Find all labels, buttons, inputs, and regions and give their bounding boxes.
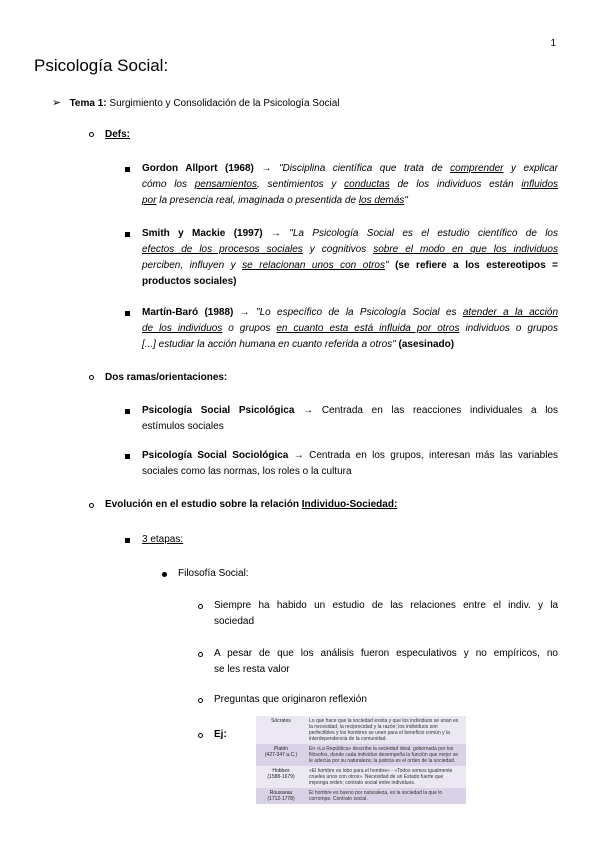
rama-psicologica [142, 403, 558, 435]
table-row [256, 744, 466, 766]
filled-bullet-icon [162, 572, 167, 577]
rama-name: Psicología Social Sociológica [142, 450, 289, 461]
def-text: " [404, 195, 408, 206]
def-text: cómo los [142, 179, 195, 190]
tema-text: Surgimiento y Consolidación de la Psicología Social [106, 98, 340, 109]
def-underline: pensamientos [194, 179, 257, 190]
def-underline: efectos de los procesos sociales [142, 244, 303, 255]
hollow-bullet-icon [198, 733, 203, 738]
square-bullet-icon [125, 167, 130, 172]
tema-label: Tema 1: [69, 98, 107, 109]
def-note: (asesinado) [398, 339, 455, 350]
def-underline: se relacionan unos con otros [242, 260, 385, 271]
philosophers-table [256, 716, 466, 804]
def-text: la presencia real, imaginada o presentida de [156, 195, 359, 206]
hollow-bullet-icon [89, 375, 94, 380]
defs-heading: Defs: [105, 129, 131, 140]
table-cell-text: Lo que hace que la sociedad exista y que los individuos se unan es la necesidad, la reciprocidad y la razón; los individuos son perfectibles y los hombres se unen para el beneficio común y la interdependencia de la comunidad. [306, 716, 466, 744]
hollow-bullet-icon [198, 652, 203, 657]
square-bullet-icon [125, 538, 130, 543]
def-note: productos sociales) [142, 276, 237, 287]
table-cell-name: Platón (427-347 a.C.) [256, 744, 306, 766]
def-text: de los individuos están [389, 179, 522, 190]
def-text: "Lo específico de la Psicología Social es [249, 307, 463, 318]
hollow-bullet-icon [198, 604, 203, 609]
def-text: [...] estudiar la acción humana en cuanto referida a otros" [142, 339, 399, 350]
point-text: A pesar de que los análisis fueron especulativos y no empíricos, no [214, 648, 558, 659]
table-row [256, 788, 466, 804]
ej-label: Ej: [214, 729, 227, 740]
def-text: o grupos [222, 323, 277, 334]
table-row [256, 766, 466, 788]
def-text: "Disciplina científica que trata de [271, 163, 451, 174]
table-cell-name: Rousseau (1712-1778) [256, 788, 306, 804]
def-underline: conductas [344, 179, 390, 190]
filosofia-label: Filosofía Social: [178, 568, 249, 579]
arrow-bullet-icon: ➢ [52, 97, 62, 109]
rama-arrow: → [288, 450, 310, 461]
rama-text: estímulos sociales [142, 421, 224, 432]
point-1 [214, 598, 558, 630]
evolucion-underline: Individuo-Sociedad: [301, 499, 398, 510]
def-underline: en cuanto esta está influida por otros [276, 323, 460, 334]
def-author: Smith y Mackie (1997) → [142, 228, 281, 239]
point-3: Preguntas que originaron reflexión [214, 694, 367, 705]
def-underline: los demás [358, 195, 405, 206]
definition-smith-mackie [142, 226, 558, 290]
def-text: perciben, influyen y [142, 260, 243, 271]
table-cell-name: Hobbes (1588-1679) [256, 766, 306, 788]
evolucion-heading [105, 497, 397, 513]
table-cell-text: El hombre es bueno por naturaleza, es la sociedad la que lo corrompe. Contrato social. [306, 788, 466, 804]
point-text: sociedad [214, 616, 255, 627]
def-author: Gordon Allport (1968) → [142, 163, 272, 174]
definition-allport [142, 161, 558, 209]
rama-sociologica [142, 448, 558, 480]
def-underline: influidos [521, 179, 559, 190]
def-underline: de los individuos [142, 323, 223, 334]
hollow-bullet-icon [89, 503, 94, 508]
def-underline: atender a la acción [462, 307, 559, 318]
def-underline: sobre el modo en que los individuos [373, 244, 558, 255]
square-bullet-icon [125, 454, 130, 459]
hollow-bullet-icon [198, 698, 203, 703]
table-cell-text: En «La República» describe la sociedad ideal, gobernada por los filósofos, donde cada individuo desempeña la función que mejor se le adecúa por su naturaleza; la justicia es el orden de la sociedad. [306, 744, 466, 766]
page-number: 1 [550, 38, 556, 49]
square-bullet-icon [125, 311, 130, 316]
ramas-heading: Dos ramas/orientaciones: [105, 372, 228, 383]
def-text: individuos o grupos [459, 323, 558, 334]
square-bullet-icon [125, 409, 130, 414]
rama-text: Centrada en las reacciones individuales a los [321, 405, 558, 416]
def-text: "La Psicología Social es el estudio científico de los [280, 228, 558, 239]
square-bullet-icon [125, 232, 130, 237]
rama-text: Centrada en los grupos, interesan más las variables [309, 450, 558, 461]
table-cell-text: «El hombre es lobo para el hombre» - «Todos somos igualmente crueles unos con otros». Necesidad de un Estado fuerte que imponga orden; contrato social entre individuos. [306, 766, 466, 788]
def-note: (se refiere a los estereotipos = [395, 260, 559, 271]
def-underline: comprender [450, 163, 504, 174]
point-text: se les resta valor [214, 664, 290, 675]
def-text: , sentimientos y [257, 179, 345, 190]
table-cell-name: Sócrates [256, 716, 306, 744]
definition-martin-baro [142, 305, 558, 353]
rama-text: sociales como las normas, los roles o la cultura [142, 466, 352, 477]
table-row [256, 716, 466, 744]
rama-name: Psicología Social Psicológica [142, 405, 295, 416]
def-text: y cognitivos [302, 244, 374, 255]
def-underline: por [142, 195, 157, 206]
evolucion-text: Evolución en el estudio sobre la relación [105, 499, 302, 510]
def-text: y explicar [503, 163, 559, 174]
hollow-bullet-icon [89, 132, 94, 137]
page-title: Psicología Social: [34, 56, 169, 75]
point-2 [214, 646, 558, 678]
def-author: Martín-Baró (1988) → [142, 307, 250, 318]
rama-arrow: → [294, 405, 322, 416]
tema-line [52, 95, 340, 112]
def-text: " [385, 260, 396, 271]
etapas-label: 3 etapas: [142, 534, 184, 545]
point-text: Siempre ha habido un estudio de las relaciones entre el indiv. y la [214, 600, 558, 611]
